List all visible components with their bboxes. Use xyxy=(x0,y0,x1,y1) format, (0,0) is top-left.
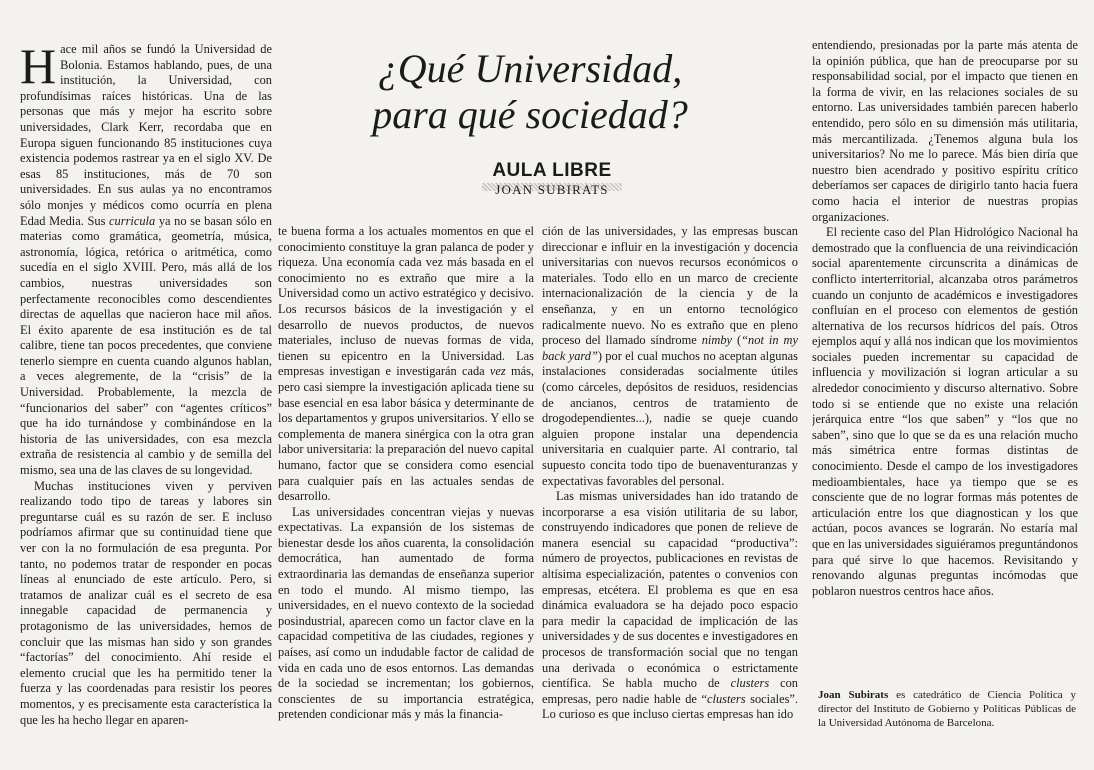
text-column-2 xyxy=(278,224,534,767)
section-name: AULA LIBRE xyxy=(482,160,622,183)
bio-text: es catedrático de Ciencia Política y director del Instituto de Gobierno y Políticas Públicas de la Universidad Autónoma de Barcelona. xyxy=(818,689,1076,729)
text-run: ya no se basan sólo en materias como gramática, geometría, música, astronomía, lógica, retórica o aritmética, como sucedía en el siglo XVIII. Pero, más allá de los cambios, nuestras universidades son perfectamente reconocibles como descendientes directas de aquellas que nacieron hace mil años. El éxito aparente de esa institución es de tal calibre, tiene tan pocos precedentes, que conviene tenerlo siempre en cuenta cuando algunos hablan, a veces alegremente, de la “crisis” de la Universidad. Probablemente, la mezcla de “funcionarios del saber” con “agentes críticos” que ha ido turnándose y combinándose en la historia de las universidades, con esa mezcla extraña de resistencia al cambio y de semilla del mismo, sea una de las claves de su longevidad. xyxy=(20,213,272,478)
byline: JOAN SUBIRATS xyxy=(495,182,609,197)
paragraph: Las universidades concentran viejas y nuevas expectativas. La expansión de los sistemas de bienestar desde los años cuarenta, la consolidación democrática, han aumentado de forma extraordinaria las demandas de enseñanza superior en todo el mundo. Al mismo tiempo, las universidades, en el nuevo contexto de la sociedad posindustrial, aparecen como un factor clave en la capacidad competitiva de las ciudades, regiones y países, así como un indudable factor de calidad de vida en cada uno de esos entornos. Las demandas de la sociedad se incrementan; los gobiernos, conscientes de su importancia estratégica, pretenden condicionar más y más la financia- xyxy=(278,504,534,722)
italic-term: clusters xyxy=(730,676,770,691)
text-column-1 xyxy=(20,42,272,767)
bio-author-name: Joan Subirats xyxy=(818,689,889,701)
drop-cap: H xyxy=(20,42,57,94)
paragraph: entendiendo, presionadas por la parte más atenta de la opinión pública, que han de preocuparse por su responsabilidad social, por el impacto que tienen en la forma de vivir, en las relaciones sociales de su entorno. Las universidades también parecen haberlo entendido, pero sólo en su dimensión más utilitaria, más mercantilizada. ¿Tenemos alguna bula los universitarios? No me lo parece. Más bien diría que nuestro bien acendrado y positivo espíritu crítico deberíamos ser capaces de dirigirlo tanto hacia fuera como hacia el interior de nuestras propias organizaciones. xyxy=(812,38,1078,224)
paragraph xyxy=(542,489,798,723)
author-bio xyxy=(818,688,1076,730)
italic-term: clusters xyxy=(707,691,746,706)
text-run: te buena forma a los actuales momentos en que el conocimiento constituye la gran palanca de poder y riqueza. Una economía cada vez más basada en el conocimiento no es extraño que mire a la Universidad como un activo estratégico y decisivo. Los recursos básicos de la investigación y el desarrollo de nuevos productos, de nuevos materiales, incluso de nuevas formas de vida, tienen su epicentro en la Universidad. Las empresas investigan e investigarán cada xyxy=(278,224,534,379)
title-line-1: ¿Qué Universidad, xyxy=(377,46,683,91)
text-column-3 xyxy=(542,224,798,767)
text-run: ción de las universidades, y las empresas buscan direccionar e influir en la investigación y docencia universitarias con nuevos recursos económicos o materiales. Todo ello en un marco de creciente internacionalización de la ciencia y de la enseñanza, y en un entorno tecnológico radicalmente nuevo. No es extraño que en pleno proceso del llamado síndrome xyxy=(542,224,798,348)
paragraph xyxy=(20,42,272,479)
italic-term: “not in my back yard” xyxy=(542,333,798,363)
text-run: sociales”. Lo curioso es que incluso ciertas empresas han ido xyxy=(542,691,798,722)
title-line-2: para qué sociedad? xyxy=(372,92,688,137)
text-run: ) por el cual muchos no aceptan algunas instalaciones consideradas socialmente útiles (como cárceles, depósitos de residuos, residencias de ancianos, centros de tratamiento de drogodependientes...), nadie se queje cuando alguien propone instalar una dependencia universitaria en cualquier parte. Al contrario, tal supuesto concita todo tipo de buenaventuranzas y expectativas favorables del personal. xyxy=(542,348,798,488)
paragraph: Muchas instituciones viven y perviven realizando todo tipo de tareas y labores sin preguntarse cuál es su razón de ser. E incluso podríamos afirmar que su continuidad tiene que ver con la no formulación de esa pregunta. Por tanto, no podemos tratar de responder en pocas líneas al enunciado de este artículo. Pero, si tratamos de analizar cuál es el secreto de esa innegable capacidad de permanencia y protagonismo de las universidades, hemos de concluir que las mismas han sido y son grandes “factorías” del conocimiento. Ahí reside el elemento crucial que les ha permitido tener la fuerza y las coordenadas para resistir los peores momentos, y es precisamente esta característica la que les ha hecho llegar en aparen- xyxy=(20,478,272,727)
text-run: con empresas, pero nadie hable de “ xyxy=(542,676,798,706)
text-run: ace mil años se fundó la Universidad de Bolonia. Estamos hablando, pues, de una institución, la Universidad, con profundísimas raíces históricas. Una de las personas que más y mejor ha escrito sobre universidades, Clark Kerr, recordaba que en Europa siguen funcionando 85 instituciones cuya existencia podemos rastrear ya en el siglo XV. De esas 85 instituciones, más de 70 son universidades. En sus aulas ya no encontramos sólo monjes y médicos como ocurría en plena Edad Media. Sus xyxy=(20,42,272,228)
text-run: ( xyxy=(732,333,742,348)
article-title xyxy=(300,46,760,138)
paragraph: El reciente caso del Plan Hidrológico Nacional ha demostrado que la confluencia de una reivindicación social aparentemente circunscrita a dinámicas de conflicto interterritorial, alcanzaba otros parámetros cuando un conjunto de académicos e investigadores confluían en el proceso con elementos de gestión alternativa de los recursos hídricos del país. Otros ejemplos aquí y allá nos indican que los movimientos sociales pueden incrementar su capacidad de influencia y movilización si logran articular a su alrededor conocimiento y discurso alternativo. Sobre todo si se entiende que no existe una relación jerárquica entre “los que saben” y “los que no saben”, sino que lo que se da es una relación mucho más simétrica entre formas distintas de conocimiento. Desde el campo de los investigadores medioambientales, hace ya tiempo que se es consciente que de no lograr formas más potentes de articulación entre los que diagnostican y los que actúan, pocos avances se lograrán. No estaría mal que en las universidades siguiéramos preguntándonos para qué sirve lo que hacemos. Revisitando y renovando algunas preguntas incómodas que poblaron nuestros centros hace años. xyxy=(812,225,1078,598)
text-run: Las mismas universidades han ido tratando de incorporarse a esa visión utilitaria de su labor, construyendo indicadores que ponen de relieve de manera esencial su capacidad “productiva”: número de proyectos, publicaciones en revistas de altísima especialización, patentes o convenios con empresas, etcétera. El problema es que en esa dinámica evaluadora se ha dejado poco espacio para medir la capacidad de implicación de las universidades y de sus docentes e investigadores en procesos de transformación social que no tengan una derivada o económica o estrictamente científica. Se habla mucho de xyxy=(542,489,798,691)
italic-term: vez xyxy=(489,364,506,379)
italic-term: curricula xyxy=(109,213,156,228)
paragraph xyxy=(542,224,798,489)
italic-term: nimby xyxy=(701,333,733,348)
text-column-4 xyxy=(812,38,1078,678)
text-run: más, pero casi siempre la investigación aplicada tiene su base esencial en esa labor básica y determinante de los departamentos y grupos universitarios. Y ello se complementa de manera sinérgica con la otra gran labor universitaria: la preparación del nuevo capital humano, factor que se considera como esencial para cualquier país en las actuales sendas de desarrollo. xyxy=(278,364,534,504)
paragraph xyxy=(278,224,534,505)
